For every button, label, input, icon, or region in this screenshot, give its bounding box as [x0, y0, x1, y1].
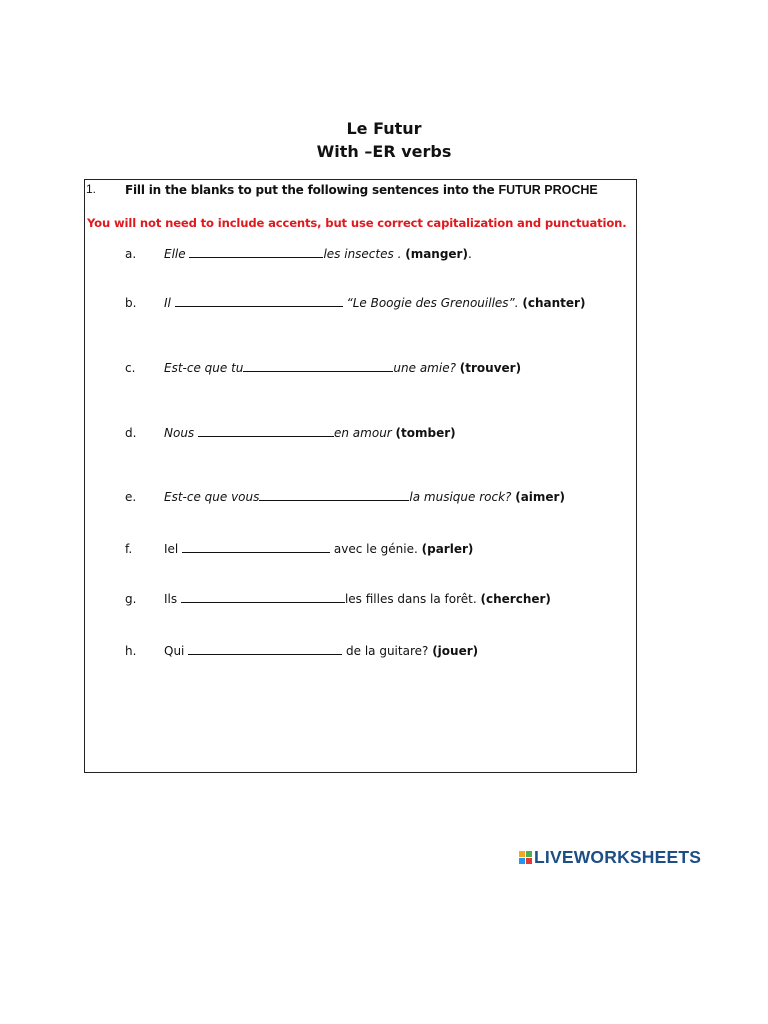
question-number: 1. [86, 182, 97, 196]
item-prefix: Est-ce que tu [164, 361, 244, 375]
answer-blank-b[interactable] [175, 293, 343, 307]
item-suffix: les filles dans la forêt. [344, 592, 481, 606]
item-sentence [164, 487, 565, 507]
liveworksheets-logo-text: LIVEWORKSHEETS [534, 846, 702, 867]
item-prefix: Iel [164, 542, 183, 556]
logo-square-3 [519, 858, 525, 864]
logo-square-4 [526, 858, 532, 864]
item-sentence [164, 293, 585, 313]
item-prefix: Il [164, 296, 175, 310]
item-tail: . [467, 247, 472, 261]
item-verb: (chanter) [522, 296, 586, 310]
item-letter: g. [125, 592, 137, 606]
item-letter: e. [125, 490, 137, 504]
item-verb: (trouver) [459, 361, 522, 375]
item-suffix: de la guitare? [342, 644, 433, 658]
item-verb: (parler) [421, 542, 474, 556]
exercise-item-b [85, 293, 638, 313]
exercise-item-a [85, 244, 638, 264]
item-verb: (aimer) [515, 490, 565, 504]
item-letter: f. [125, 542, 133, 556]
item-sentence [164, 589, 551, 609]
item-verb: (tomber) [395, 426, 456, 440]
answer-blank-a[interactable] [189, 244, 323, 258]
item-prefix: Est-ce que vous [164, 490, 260, 504]
item-suffix: en amour [334, 426, 396, 440]
item-suffix: les insectes . [323, 247, 406, 261]
answer-blank-c[interactable] [243, 358, 393, 372]
answer-blank-h[interactable] [188, 641, 342, 655]
exercise-box [84, 179, 637, 773]
item-sentence [164, 358, 521, 378]
exercise-item-h [85, 641, 638, 661]
item-sentence [164, 539, 473, 559]
title-line-1: Le Futur [346, 119, 422, 138]
item-letter: b. [125, 296, 137, 310]
instructions-keyword: FUTUR PROCHE [498, 183, 598, 197]
title-line-2: With –ER verbs [316, 142, 452, 161]
item-letter: a. [125, 247, 137, 261]
item-verb: (chercher) [480, 592, 551, 606]
item-suffix: la musique rock? [409, 490, 516, 504]
answer-blank-e[interactable] [259, 487, 409, 501]
item-sentence [164, 244, 472, 264]
exercise-item-d [85, 423, 638, 443]
liveworksheets-logo[interactable] [519, 846, 701, 868]
item-letter: d. [125, 426, 137, 440]
item-prefix: Ils [164, 592, 181, 606]
logo-square-2 [526, 851, 532, 857]
answer-blank-f[interactable] [182, 539, 330, 553]
item-prefix: Qui [164, 644, 189, 658]
instructions-text [125, 182, 598, 198]
exercise-item-f [85, 539, 638, 559]
answer-blank-g[interactable] [181, 589, 345, 603]
worksheet-title [0, 117, 768, 163]
item-prefix: Elle [164, 247, 190, 261]
item-suffix: une amie? [393, 361, 460, 375]
exercise-item-e [85, 487, 638, 507]
answer-blank-d[interactable] [198, 423, 334, 437]
item-sentence [164, 423, 456, 443]
liveworksheets-logo-icon [519, 851, 532, 864]
item-verb: (manger) [405, 247, 468, 261]
item-sentence [164, 641, 478, 661]
exercise-item-g [85, 589, 638, 609]
logo-square-1 [519, 851, 525, 857]
item-suffix: “Le Boogie des Grenouilles”. [342, 296, 523, 310]
warning-text: You will not need to include accents, but use correct capitalization and punctuation. [87, 216, 627, 230]
instructions-text-main: Fill in the blanks to put the following sentences into the [125, 183, 499, 197]
item-verb: (jouer) [432, 644, 479, 658]
item-suffix: avec le génie. [330, 542, 422, 556]
item-letter: h. [125, 644, 137, 658]
item-letter: c. [125, 361, 136, 375]
exercise-item-c [85, 358, 638, 378]
item-prefix: Nous [164, 426, 198, 440]
